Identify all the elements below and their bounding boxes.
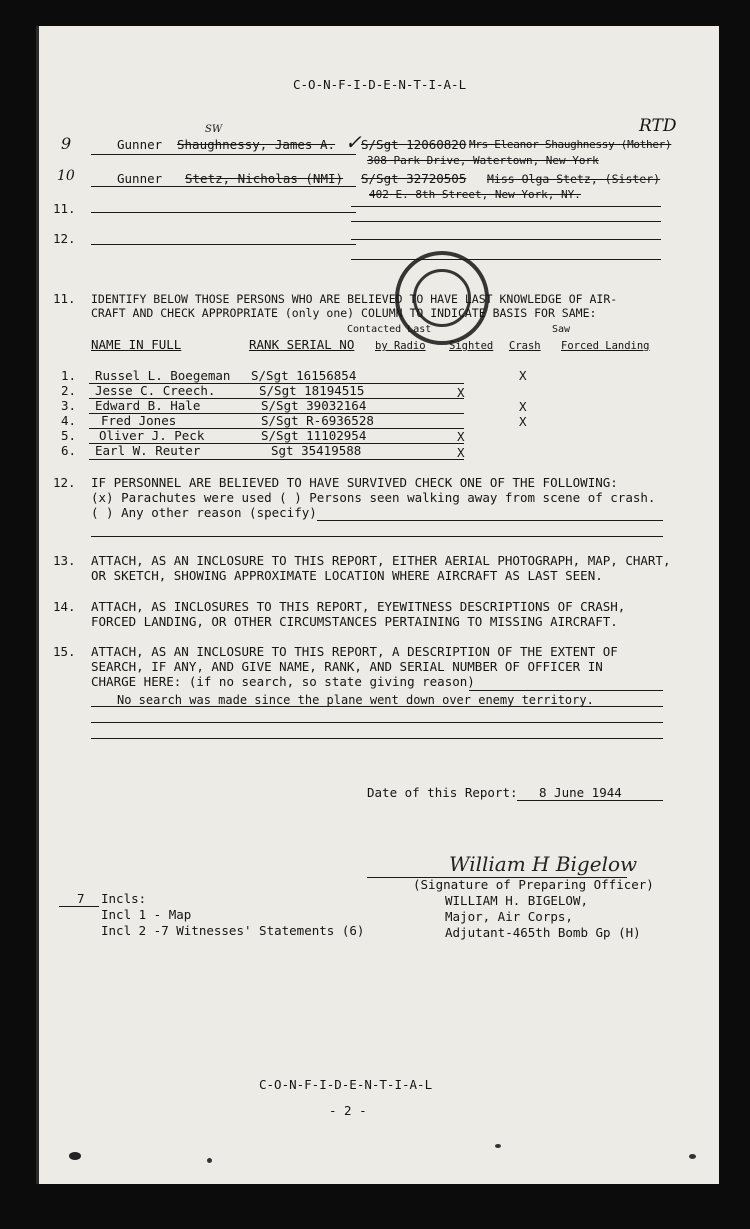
section-12-line-1: IF PERSONNEL ARE BELIEVED TO HAVE SURVIVED CHECK ONE OF THE FOLLOWING: [91, 475, 618, 490]
section-13-line-1: ATTACH, AS AN INCLOSURE TO THIS REPORT, EITHER AERIAL PHOTOGRAPH, MAP, CHART, [91, 553, 671, 568]
inclosure-item-2: Incl 2 -7 Witnesses' Statements (6) [101, 923, 365, 938]
blank-row-11-rule-a [91, 212, 356, 213]
margin-note-sw: SW [205, 124, 223, 135]
crew-row-10-rule [91, 186, 356, 187]
witness-row-5-mark: X [457, 429, 465, 444]
confidential-header: C-O-N-F-I-D-E-N-T-I-A-L [293, 77, 467, 92]
confidential-footer: C-O-N-F-I-D-E-N-T-I-A-L [259, 1077, 433, 1092]
witness-row-3-rank: S/Sgt 39032164 [261, 398, 367, 413]
section-12-extra-rule [91, 536, 663, 537]
section-12-number: 12. [53, 475, 76, 490]
witness-row-6-num: 6. [61, 443, 77, 458]
blank-row-11-number: 11. [53, 201, 76, 216]
witness-row-5-num: 5. [61, 428, 77, 443]
witness-row-1-name: Russel L. Boegeman [95, 368, 231, 383]
witness-row-3-num: 3. [61, 398, 77, 413]
section-12-specify-rule [317, 520, 663, 521]
witness-row-2-num: 2. [61, 383, 77, 398]
witness-row-1-num: 1. [61, 368, 77, 383]
column-sighted: Sighted [449, 340, 494, 352]
crew-row-10-position: Gunner [117, 171, 163, 186]
witness-row-1-rank: S/Sgt 16156854 [251, 368, 357, 383]
witness-row-1-mark: X [519, 368, 527, 383]
section-14-line-1: ATTACH, AS INCLOSURES TO THIS REPORT, EYEWITNESS DESCRIPTIONS OF CRASH, [91, 599, 626, 614]
column-forced-landing: Forced Landing [561, 340, 650, 352]
section-15-line-1: ATTACH, AS AN INCLOSURE TO THIS REPORT, A DESCRIPTION OF THE EXTENT OF [91, 644, 618, 659]
check-mark-icon: ✓ [345, 130, 362, 154]
witness-row-3-name: Edward B. Hale [95, 398, 201, 413]
witness-row-2-mark: X [457, 385, 465, 400]
crew-row-9-name: Shaughnessy, James A. [177, 137, 336, 152]
section-12-line-2: (x) Parachutes were used ( ) Persons seen walking away from scene of crash. [91, 490, 656, 505]
section-15-number: 15. [53, 644, 76, 659]
section-14-line-2: FORCED LANDING, OR OTHER CIRCUMSTANCES PERTAINING TO MISSING AIRCRAFT. [91, 614, 618, 629]
column-contacted-sub: by Radio [375, 340, 426, 352]
witness-row-5-rank: S/Sgt 11102954 [261, 428, 367, 443]
inclosure-count: 7 [77, 891, 85, 906]
margin-note-9: 9 [61, 134, 72, 153]
section-15-line-2: SEARCH, IF ANY, AND GIVE NAME, RANK, AND SERIAL NUMBER OF OFFICER IN [91, 659, 603, 674]
officer-signature: William H Bigelow [449, 852, 638, 876]
document-page [36, 26, 719, 1184]
crew-row-9-rule [91, 154, 356, 155]
crew-row-9-note: RTD [639, 116, 677, 136]
column-contacted: Contacted Last [347, 324, 432, 335]
officer-title: Adjutant-465th Bomb Gp (H) [445, 925, 641, 940]
report-date-rule [517, 800, 663, 801]
column-rank-serial: RANK SERIAL NO [249, 337, 355, 352]
section-11-line-1: IDENTIFY BELOW THOSE PERSONS WHO ARE BELIEVED TO HAVE LAST KNOWLEDGE OF AIR- [91, 292, 618, 306]
witness-row-6-mark: X [457, 445, 465, 460]
section-15-line-3: CHARGE HERE: (if no search, so state giving reason) [91, 674, 475, 689]
crew-row-9-position: Gunner [117, 137, 163, 152]
report-date-label: Date of this Report: [367, 785, 518, 800]
witness-row-4-rank: S/Sgt R-6936528 [261, 413, 374, 428]
witness-row-4-name: Fred Jones [101, 413, 177, 428]
crew-row-10-name: Stetz, Nicholas (NMI) [185, 171, 344, 186]
report-date-value: 8 June 1944 [539, 785, 622, 800]
witness-row-6-rank: Sgt 35419588 [271, 443, 362, 458]
section-11-number: 11. [53, 291, 76, 306]
witness-row-3-mark: X [519, 399, 527, 414]
inclosure-label: Incls: [101, 891, 147, 906]
section-14-number: 14. [53, 599, 76, 614]
section-11-line-2: CRAFT AND CHECK APPROPRIATE (only one) COLUMN TO INDICATE BASIS FOR SAME: [91, 306, 597, 320]
inclosure-item-1: Incl 1 - Map [101, 907, 192, 922]
section-12-line-3: ( ) Any other reason (specify) [91, 505, 317, 520]
section-15-answer: No search was made since the plane went down over enemy territory. [117, 693, 594, 707]
witness-row-6-rule [89, 459, 464, 460]
blank-row-12-rule-a [91, 244, 356, 245]
section-13-number: 13. [53, 553, 76, 568]
section-13-line-2: OR SKETCH, SHOWING APPROXIMATE LOCATION WHERE AIRCRAFT AS LAST SEEN. [91, 568, 603, 583]
crew-row-9-address: 308 Park Drive, Watertown, New York [367, 154, 599, 167]
signature-caption: (Signature of Preparing Officer) [413, 877, 654, 892]
blank-row-11-rule-c [351, 221, 661, 222]
officer-name: WILLIAM H. BIGELOW, [445, 893, 588, 908]
witness-row-4-num: 4. [61, 413, 77, 428]
section-15-rule-c [91, 722, 663, 723]
margin-note-10: 10 [57, 168, 75, 184]
section-15-rule-b [91, 706, 663, 707]
section-15-rule-d [91, 738, 663, 739]
column-crash: Crash [509, 340, 541, 352]
crew-row-9-serial: S/Sgt 12060820 [361, 137, 467, 152]
witness-row-5-name: Oliver J. Peck [99, 428, 205, 443]
section-15-rule-a [469, 690, 663, 691]
witness-row-4-mark: X [519, 414, 527, 429]
officer-rank: Major, Air Corps, [445, 909, 573, 924]
column-saw: Saw [552, 324, 571, 335]
witness-row-2-name: Jesse C. Creech. [95, 383, 216, 398]
crew-row-10-kin: Miss Olga Stetz, (Sister) [487, 172, 661, 186]
blank-row-11-rule-b [351, 206, 661, 207]
inclosure-count-rule [59, 906, 99, 907]
crew-row-10-serial: S/Sgt 32720505 [361, 171, 467, 186]
crew-row-10-address: 402 E. 8th Street, New York, NY. [369, 188, 581, 201]
witness-row-2-rank: S/Sgt 18194515 [259, 383, 365, 398]
witness-row-6-name: Earl W. Reuter [95, 443, 201, 458]
crew-row-9-kin: Mrs Eleanor Shaughnessy (Mother) [469, 138, 672, 151]
blank-row-12-number: 12. [53, 231, 76, 246]
page-number: - 2 - [329, 1103, 367, 1118]
column-name: NAME IN FULL [91, 337, 182, 352]
blank-row-12-rule-b [351, 239, 661, 240]
blank-row-12-rule-c [351, 259, 661, 260]
